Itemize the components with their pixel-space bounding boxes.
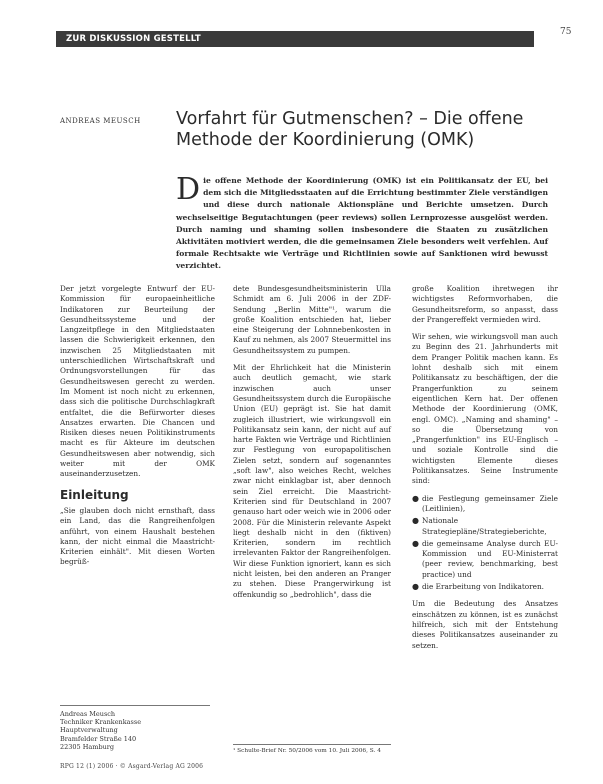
- text-column-2: [233, 284, 391, 607]
- list-item-text: die gemeinsame Analyse durch EU-Kommission und EU-Ministerrat (peer review, benchmarking, best practice) und: [422, 538, 558, 579]
- address-line: Andreas Meusch: [60, 710, 116, 718]
- paragraph: Mit der Ehrlichkeit hat die Ministerin auch deutlich gemacht, wie stark inzwischen auch unser Gesundheitssystem durch die Europäische Union (EU) geprägt ist. Sie hat damit zugleich illustriert, wie wirkungsvoll ein Politikansatz sein kann, der nicht auf auf harte Fakten wie Verträge und Richtlinien zur Festlegung von europapolitischen Zielen setzt, sondern auf sogenanntes „soft law", also weiches Recht, welches zwar nicht einklagbar ist, aber dennoch sein Ziel erreicht. Die Maastricht-Kriterien sind für Deutschland in 2007 genauso hart oder weich wie in 2006 oder 2008. Für die Ministerin relevante Aspekt liegt deshalb nicht in den (fiktiven) Kriterien, sondern im rechtlich irrelevanten Faktor der Rangreihenfolgen. Wir diese Funktion ignoriert, kann es sich nicht leisten, bei den anderen an Pranger zu stehen. Diese Prangerwirkung ist offenkundig so „bedrohlich", dass die: [233, 363, 391, 599]
- drop-cap: D: [176, 172, 201, 207]
- paragraph: „Sie glauben doch nicht ernsthaft, dass ein Land, das die Rangreihenfolgen anführt, von einem Haushalt bestehen kann, der nicht einmal die Maastricht-Kriterien einhält". Mit diesen Worten begrüß-: [60, 505, 215, 567]
- paragraph: Um die Bedeutung des Ansatzes einschätzen zu können, ist es zunächst hilfreich, sich mit der Entstehung dieses Politikansatzes auseinander zu setzen.: [412, 599, 558, 650]
- page-footer: RPG 12 (1) 2006 · © Asgard-Verlag AG 2006: [60, 763, 204, 770]
- bullet-icon: ●: [412, 516, 419, 526]
- list-item: [412, 516, 558, 537]
- author-name: ANDREAS MEUSCH: [60, 117, 141, 125]
- list-item-text: die Festlegung gemeinsamer Ziele (Leitlinien),: [422, 493, 558, 513]
- bullet-icon: ●: [412, 582, 419, 592]
- address-line: Hauptverwaltung: [60, 726, 118, 735]
- list-item-text: die Erarbeitung von Indikatoren.: [422, 582, 544, 592]
- address-line: Techniker Krankenkasse: [60, 718, 142, 727]
- text-column-1: [60, 284, 215, 575]
- list-item-text: Nationale Strategiepläne/Strategieberichte,: [422, 516, 547, 536]
- paragraph: große Koalition ihretwegen ihr wichtigstes Reformvorhaben, die Gesundheitsreform, so anpasst, dass der Prangereffekt vermieden wird.: [412, 284, 558, 324]
- list-item: [412, 539, 558, 580]
- bullet-icon: ●: [412, 493, 419, 503]
- paragraph: Der jetzt vorgelegte Entwurf der EU-Kommission für europaeinheitliche Indikatoren zur Beurteilung der Gesundheitssysteme und der Langzeitpflege in den Mitgliedstaaten lassen die Schwierigkeit erkennen, den inzwischen 25 Mitgliedstaaten mit unterschiedlichen Wirtschaftskraft und Ordnungsvorstellungen für das Gesundheitswesen gerecht zu werden. Im Moment ist noch nicht zu erkennen, dass sich die politische Durchschlagkraft entfaltet, die die Befürworter dieses Ansatzes erwarten. Die Chancen und Risiken dieses neuen Politikinstruments macht es für Akteure im deutschen Gesundheitswesen aber notwendig, sich weiter mit der OMK auseinanderzusetzen.: [60, 284, 215, 479]
- abstract-text: ie offene Methode der Koordinierung (OMK) ist ein Politikansatz der EU, bei dem sich die Mitgliedsstaaten auf die Errichtung bestimmter Ziele verständigen und diese durch nationale Aktionspläne und Berichte umsetzen. Durch wechselseitige Begutachtungen (peer reviews) sollen Lernprozesse ausgelöst werden. Durch naming und shaming sollen insbesondere die Staaten zu zusätzlichen Aktivitäten motiviert werden, die die gemeinsamen Ziele besonders weit verfehlen. Auf formale Rechtsakte wie Verträge und Richtlinien sowie auf Sanktionen wird bewusst verzichtet.: [176, 176, 548, 271]
- paragraph: dete Bundesgesundheitsministerin Ulla Schmidt am 6. Juli 2006 in der ZDF-Sendung „Berlin Mitte"¹, warum die große Koalition entschieden hat, lieber eine Steigerung der Lohnnebenkosten in Kauf zu nehmen, als 2007 Steuermittel ins Gesundheitssystem zu pumpen.: [233, 284, 391, 355]
- list-item: [412, 494, 558, 515]
- text-column-3: [412, 284, 558, 658]
- bullet-icon: ●: [412, 538, 419, 548]
- paragraph: Wir sehen, wie wirkungsvoll man auch zu Beginn des 21. Jahrhunderts mit dem Pranger Politik machen kann. Es lohnt deshalb sich mit einem Politikansatz zu beschäftigen, der die Prangerfunktion zu seinem eigentlichen Kern hat. Der offenen Methode der Koordinierung (OMK, engl. OMC). „Naming and shaming" – so die Übersetzung von „Prangerfunktion" ins EU-Englisch – und soziale Kontrolle sind die wichtigsten Elemente dieses Politikansatzes. Seine Instrumente sind:: [412, 332, 558, 486]
- section-heading-einleitung: Einleitung: [60, 487, 129, 502]
- list-item: [412, 582, 558, 592]
- section-header-bar: ZUR DISKUSSION GESTELLT: [56, 31, 534, 47]
- instrument-list: [412, 494, 558, 593]
- author-address: [60, 705, 210, 751]
- footnote: ¹ Schulte-Brief Nr. 50/2006 vom 10. Juli 2006, S. 4: [233, 744, 391, 755]
- abstract: [176, 172, 548, 273]
- address-line: 22305 Hamburg: [60, 742, 115, 751]
- address-line: Bramfelder Straße 140: [60, 734, 137, 743]
- page-number: 75: [560, 27, 572, 37]
- article-title: Vorfahrt für Gutmenschen? – Die offene Methode der Koordinierung (OMK): [176, 109, 524, 150]
